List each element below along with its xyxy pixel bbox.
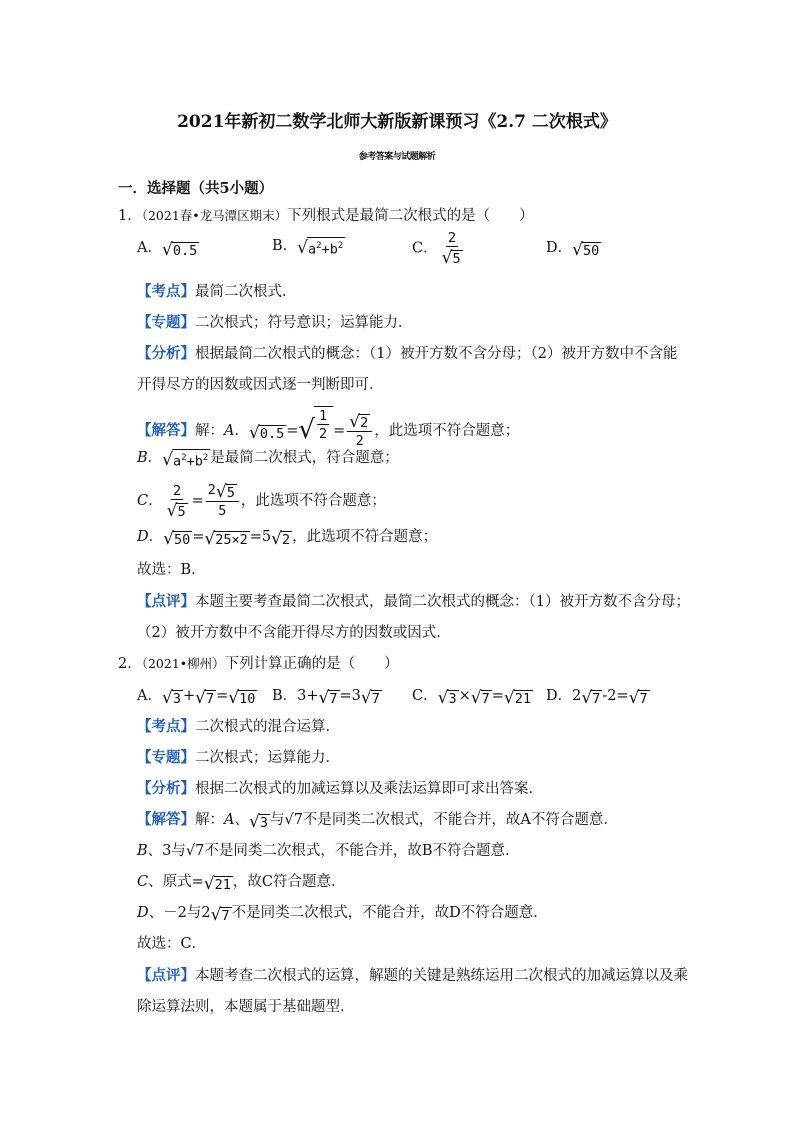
q2-stem: 2．（2021•柳州）下列计算正确的是（ ） [118, 656, 399, 672]
q2-jieda-d: D、－2与2 √ 7 不是同类二次根式，不能合并，故D不符合题意． [137, 905, 548, 925]
q1-zhuanti: 【专题】二次根式；符号意识；运算能力． [137, 314, 413, 331]
q1-fenxi: 【分析】根据最简二次根式的概念：（1）被开方数不含分母；（2）被开方数中不含能 [137, 345, 678, 362]
q2-dianping-cont: 除运算法则，本题属于基础题型． [137, 999, 355, 1015]
q1-jieda-c: C． 2 √ 5 = 2 √ 5 5 ，此选项不符合题意； [137, 482, 386, 521]
q2-answer: 故选：C． [137, 936, 207, 952]
q2-jieda-b: B、3与√7不是同类二次根式，不能合并，故B不符合题意． [137, 843, 520, 859]
q2-zhuanti: 【专题】二次根式；运算能力． [137, 749, 340, 766]
page-title: 2021年新初二数学北师大新版新课预习《2.7 二次根式》 [177, 112, 617, 132]
q2-option-c: C． √ 3 × √ 7 = √ 21 [412, 688, 531, 708]
q1-option-a: A． √ 0.5 [137, 240, 198, 260]
q1-dianping-cont: （2）被开方数中不含能开得尽方的因数或因式． [137, 625, 451, 641]
q2-kaodian: 【考点】二次根式的混合运算． [137, 718, 340, 735]
page-subtitle: 参考答案与试题解析 [358, 152, 436, 162]
q2-option-a: A． √ 3 + √ 7 = √ 10 [137, 688, 256, 708]
q2-dianping: 【点评】本题考查二次根式的运算，解题的关键是熟练运用二次根式的加减运算以及乘 [137, 967, 688, 984]
q1-fenxi-cont: 开得尽方的因数或因式逐一判断即可． [137, 377, 384, 393]
q1-dianping: 【点评】本题主要考查最简二次根式，最简二次根式的概念：（1）被开方数不含分母； [137, 593, 690, 610]
q2-option-b: B．3+ √ 7 =3 √ 7 [272, 688, 380, 708]
q2-jieda-a: 【解答】解：A、 √ 3 与√7不是同类二次根式，不能合并，故A不符合题意． [137, 811, 618, 832]
q1-jieda-d: D． √ 50 = √ 25×2 =5 √ 2 ，此选项不符合题意； [137, 529, 438, 549]
q1-stem: 1．（2021春•龙马潭区期末）下列根式是最简二次根式的是（ ） [118, 208, 534, 224]
q1-answer: 故选：B． [137, 562, 206, 578]
q2-option-d: D．2 √ 7 -2= √ 7 [546, 688, 648, 708]
q1-option-c: C． 2 √ 5 [412, 230, 461, 268]
q1-jieda-a: 【解答】解：A． √ 0.5 = √ $\frac{1}{2}$ = √ 2 2 ，此选项不符合题意； [137, 408, 520, 449]
section-heading: 一．选择题（共5小题） [118, 180, 274, 197]
q1-kaodian: 【考点】最简二次根式． [137, 283, 297, 300]
q1-option-b: B． √ $a^2+b^2$ [272, 238, 344, 258]
q1-jieda-b: B． √ $a^2+b^2$ 是最简二次根式，符合题意； [137, 450, 399, 470]
q2-jieda-c: C、原式= √ 21 ，故C符合题意． [137, 874, 346, 894]
q2-fenxi: 【分析】根据二次根式的加减运算以及乘法运算即可求出答案． [137, 780, 543, 797]
q1-option-d: D． √ 50 [546, 240, 600, 260]
